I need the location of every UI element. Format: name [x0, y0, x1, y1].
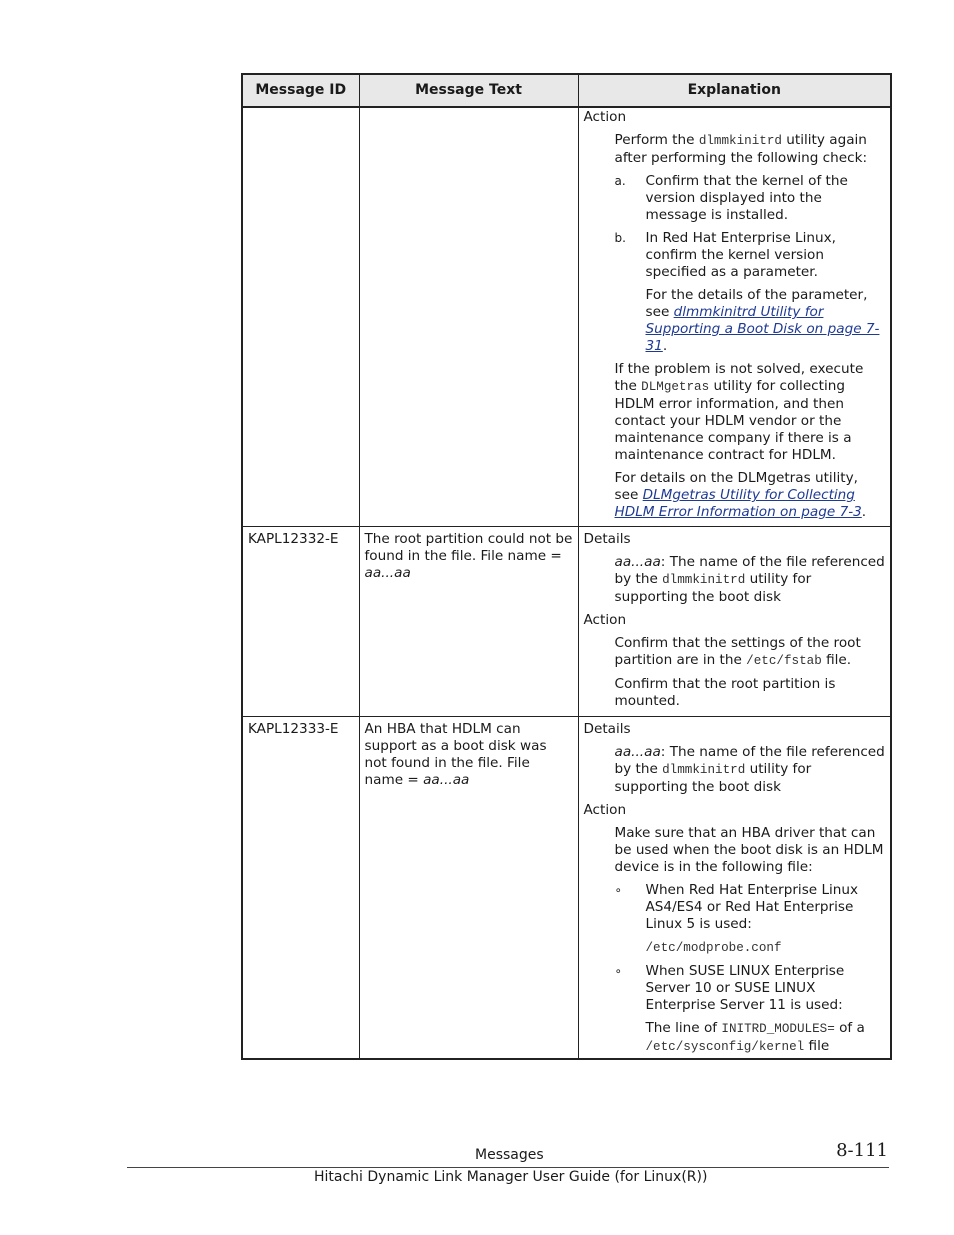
footer-divider: [127, 1167, 889, 1168]
message-id-cell: KAPL12333-E: [242, 717, 359, 1060]
explanation-cell: [578, 527, 891, 717]
details-label: Details: [583, 721, 631, 737]
message-text-cell: An HBA that HDLM can support as a boot disk was not found in the file. File name = aa...aa: [359, 717, 578, 1060]
problem-paragraph: If the problem is not solved, execute the DLMgetras utility for collecting HDLM error information, and then contact your HDLM vendor or the maintenance company if there is a maintenance contract for HDLM.: [614, 361, 864, 463]
message-text-cell: [359, 107, 578, 527]
bullet-circle-icon: ∘: [614, 883, 623, 897]
details-label: Details: [583, 531, 631, 547]
messages-table: [241, 73, 892, 1060]
explanation-cell: [578, 717, 891, 1060]
action-paragraph: Make sure that an HBA driver that can be used when the boot disk is an HDLM device is in the following file:: [614, 825, 884, 875]
table-row: [242, 107, 891, 527]
bullet-circle-icon: ∘: [614, 964, 623, 978]
action-label: Action: [583, 109, 627, 125]
footer-title: Hitachi Dynamic Link Manager User Guide (for Linux(R)): [314, 1169, 708, 1185]
details-paragraph: aa...aa: The name of the file referenced by the dlmmkinitrd utility for supporting the boot disk: [614, 744, 885, 795]
header-message-text: Message Text: [359, 74, 578, 107]
dlmgetras-paragraph: For details on the DLMgetras utility, see DLMgetras Utility for Collecting HDLM Error Information on page 7-3.: [614, 470, 867, 520]
message-id-cell: KAPL12332-E: [242, 527, 359, 717]
header-explanation: Explanation: [578, 74, 891, 107]
action-paragraph: Confirm that the root partition is mounted.: [614, 676, 836, 709]
action-paragraph: Confirm that the settings of the root partition are in the /etc/fstab file.: [614, 635, 861, 668]
bullet-item-suse: ∘ When SUSE LINUX Enterprise Server 10 or SUSE LINUX Enterprise Server 11 is used:: [614, 963, 845, 1013]
check-item-b: b. In Red Hat Enterprise Linux, confirm the kernel version specified as a parameter.: [614, 230, 836, 280]
link-dlmmkinitrd-utility[interactable]: dlmmkinitrd Utility for Supporting a Boot Disk on page 7-31: [645, 304, 880, 354]
action-label: Action: [583, 612, 627, 628]
path-modprobe-conf: /etc/modprobe.conf: [645, 941, 782, 955]
table-row: [242, 527, 891, 717]
parameter-note: For the details of the parameter, see dlmmkinitrd Utility for Supporting a Boot Disk on page 7-31.: [645, 287, 880, 354]
header-message-id: Message ID: [242, 74, 359, 107]
table-header-row: [242, 74, 891, 107]
check-item-a: a. Confirm that the kernel of the version displayed into the message is installed.: [614, 173, 848, 223]
action-paragraph: Perform the dlmmkinitrd utility again after performing the following check:: [614, 132, 868, 166]
message-id-cell: [242, 107, 359, 527]
explanation-cell: [578, 107, 891, 527]
table-row: [242, 717, 891, 1060]
details-paragraph: aa...aa: The name of the file referenced by the dlmmkinitrd utility for supporting the boot disk: [614, 554, 885, 605]
initrd-modules-note: The line of INITRD_MODULES= of a /etc/sysconfig/kernel file: [645, 1020, 865, 1054]
footer-section: Messages: [475, 1147, 544, 1163]
bullet-item-rhel: ∘ When Red Hat Enterprise Linux AS4/ES4 or Red Hat Enterprise Linux 5 is used:: [614, 882, 859, 932]
action-label: Action: [583, 802, 627, 818]
message-text-cell: The root partition could not be found in the file. File name = aa...aa: [359, 527, 578, 717]
page-number: 8-111: [836, 1140, 888, 1161]
code-dlmmkinitrd: dlmmkinitrd: [698, 134, 782, 148]
link-dlmgetras-utility[interactable]: DLMgetras Utility for Collecting HDLM Error Information on page 7-3: [614, 487, 862, 520]
code-dlmgetras: DLMgetras: [641, 380, 710, 394]
